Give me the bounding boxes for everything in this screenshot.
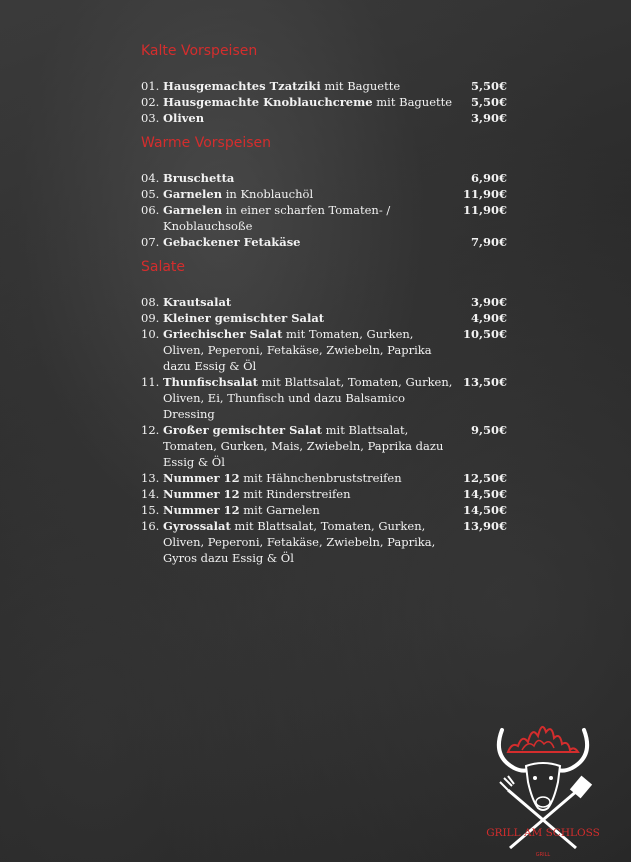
menu-section — [141, 134, 507, 250]
menu-item — [141, 502, 507, 518]
item-number: 11. — [141, 375, 160, 389]
item-text — [163, 186, 461, 202]
item-text — [163, 234, 461, 250]
item-price: 7,90€ — [470, 235, 507, 249]
item-name: Nummer 12 — [163, 487, 240, 501]
item-description: mit Blattsalat, Tomaten, Gurken, Oliven, Ei, Thunfisch und dazu Balsamico Dressing — [163, 375, 453, 421]
item-price: 3,90€ — [470, 295, 507, 309]
item-number: 05. — [141, 187, 160, 201]
item-text — [163, 502, 461, 518]
item-number: 07. — [141, 235, 160, 249]
item-price: 4,90€ — [470, 311, 507, 325]
item-price: 14,50€ — [462, 487, 507, 501]
item-number: 16. — [141, 519, 160, 533]
menu-item — [141, 374, 507, 422]
item-text — [163, 518, 461, 566]
item-name: Garnelen — [163, 203, 223, 217]
menu-item — [141, 78, 507, 94]
item-price: 9,50€ — [470, 423, 507, 437]
restaurant-logo — [478, 716, 608, 862]
item-description: mit Rinderstreifen — [239, 487, 351, 501]
item-number: 01. — [141, 79, 160, 93]
logo-subtext: GRILL — [535, 852, 551, 858]
item-text — [163, 202, 461, 234]
menu-item — [141, 186, 507, 202]
item-number: 15. — [141, 503, 160, 517]
item-number: 08. — [141, 295, 160, 309]
item-text — [163, 326, 461, 374]
item-name: Oliven — [163, 111, 205, 125]
item-text — [163, 110, 461, 126]
item-text — [163, 374, 461, 422]
item-text — [163, 170, 461, 186]
item-price: 5,50€ — [470, 79, 507, 93]
menu — [141, 42, 507, 566]
item-name: Krautsalat — [163, 295, 232, 309]
item-price: 12,50€ — [462, 471, 507, 485]
item-price: 11,90€ — [462, 203, 507, 217]
item-name: Griechischer Salat — [163, 327, 283, 341]
item-name: Thunfischsalat — [163, 375, 258, 389]
section-title: Warme Vorspeisen — [141, 135, 272, 151]
menu-item — [141, 294, 507, 310]
item-price: 13,90€ — [462, 519, 507, 533]
item-number: 12. — [141, 423, 160, 437]
item-name: Nummer 12 — [163, 503, 240, 517]
menu-item — [141, 326, 507, 374]
menu-section — [141, 258, 507, 566]
item-description: mit Tomaten, Gurken, Oliven, Peperoni, Fetakäse, Zwiebeln, Paprika dazu Essig & Öl — [163, 327, 432, 373]
menu-item — [141, 202, 507, 234]
item-name: Großer gemischter Salat — [163, 423, 322, 437]
bull-flame-grill-logo-icon — [478, 716, 608, 862]
menu-item — [141, 422, 507, 470]
menu-item — [141, 310, 507, 326]
item-text — [163, 94, 461, 110]
item-name: Garnelen — [163, 187, 223, 201]
item-name: Bruschetta — [163, 171, 235, 185]
item-name: Nummer 12 — [163, 471, 240, 485]
item-description: mit Blattsalat, Tomaten, Gurken, Oliven, Peperoni, Fetakäse, Zwiebeln, Paprika, Gyros dazu Essig & Öl — [163, 519, 436, 565]
section-title: Salate — [141, 259, 186, 275]
item-text — [163, 78, 461, 94]
menu-item — [141, 470, 507, 486]
item-name: Hausgemachte Knoblauchcreme — [163, 95, 373, 109]
item-description: in Knoblauchöl — [222, 187, 314, 201]
menu-item — [141, 170, 507, 186]
item-number: 09. — [141, 311, 160, 325]
item-price: 14,50€ — [462, 503, 507, 517]
item-number: 03. — [141, 111, 160, 125]
item-number: 02. — [141, 95, 160, 109]
item-description: mit Baguette — [372, 95, 453, 109]
item-text — [163, 294, 461, 310]
item-price: 3,90€ — [470, 111, 507, 125]
menu-item — [141, 486, 507, 502]
item-description: mit Blattsalat, Tomaten, Gurken, Mais, Zwiebeln, Paprika dazu Essig & Öl — [163, 423, 444, 469]
item-name: Gyrossalat — [163, 519, 231, 533]
item-name: Kleiner gemischter Salat — [163, 311, 325, 325]
menu-item — [141, 110, 507, 126]
logo-text: GRILL AM SCHLOSS — [486, 827, 600, 839]
item-text — [163, 470, 461, 486]
item-text — [163, 422, 461, 470]
item-price: 13,50€ — [462, 375, 507, 389]
item-text — [163, 486, 461, 502]
item-number: 10. — [141, 327, 160, 341]
item-price: 10,50€ — [462, 327, 507, 341]
item-description: mit Baguette — [320, 79, 401, 93]
item-description: mit Garnelen — [239, 503, 320, 517]
section-title: Kalte Vorspeisen — [141, 43, 258, 59]
item-number: 06. — [141, 203, 160, 217]
item-price: 11,90€ — [462, 187, 507, 201]
menu-item — [141, 94, 507, 110]
item-price: 5,50€ — [470, 95, 507, 109]
menu-item — [141, 234, 507, 250]
item-description: in einer scharfen Tomaten- / Knoblauchsoße — [163, 203, 391, 233]
item-name: Hausgemachtes Tzatziki — [163, 79, 321, 93]
item-number: 14. — [141, 487, 160, 501]
menu-item — [141, 518, 507, 566]
item-price: 6,90€ — [470, 171, 507, 185]
menu-section — [141, 42, 507, 126]
item-number: 13. — [141, 471, 160, 485]
item-name: Gebackener Fetakäse — [163, 235, 301, 249]
item-number: 04. — [141, 171, 160, 185]
item-text — [163, 310, 461, 326]
item-description: mit Hähnchenbruststreifen — [239, 471, 402, 485]
